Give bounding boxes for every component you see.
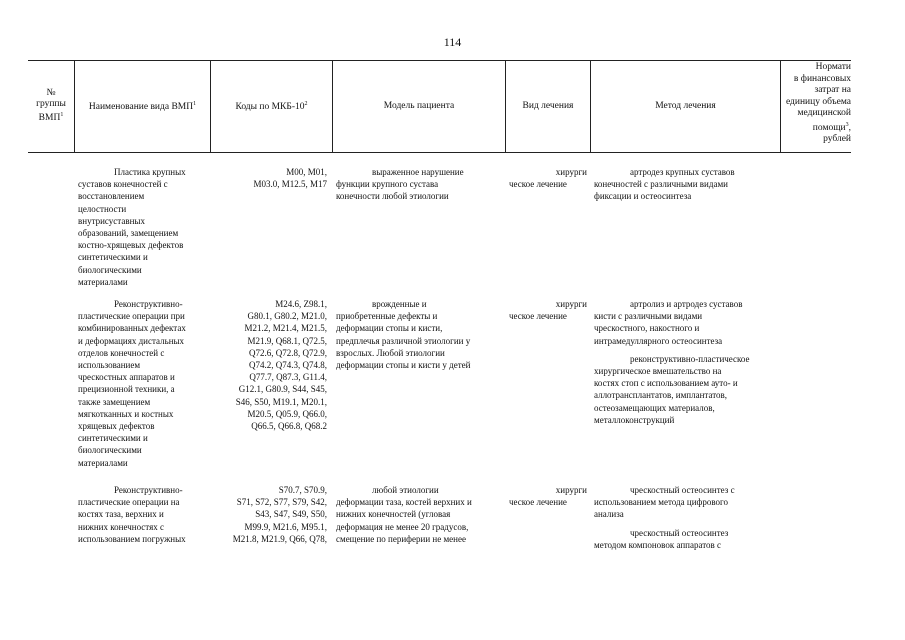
row2-treatment: хирурги ческое лечение	[509, 299, 587, 322]
row1-model: выраженное нарушение функции крупного сустава конечности любой этиологии	[336, 167, 464, 202]
header-codes: Коды по МКБ-$10^2$	[235, 100, 308, 113]
row2-codes: M24.6, Z98.1, G80.1, G80.2, M21.0, M21.2, M21.4, M21.5, M21.9, Q68.1, Q72.5, Q72.6, Q72.8, Q72.9, Q74.2, Q74.3, Q74.8, Q77.7, Q87.3, G11.4, G12.1, G80.9, S44, S45, S46, S50, M19.1, M20.1, M20.5, Q05.9, Q66.0, Q66.5, Q66.8, Q68.2	[235, 299, 327, 432]
page-number: 114	[443, 35, 462, 49]
header-method: Метод лечения	[655, 100, 716, 111]
row1-treatment: хирурги ческое лечение	[509, 167, 587, 190]
row1-codes: M00, M01, M03.0, M12.5, M17	[253, 167, 327, 190]
row1-method: артродез крупных суставов конечностей с различными видами фиксации и остеосинтеза	[594, 167, 735, 202]
row2-model: врожденные и приобретенные дефекты и деформации стопы и кисти, предплечья различной этиологии у взрослых. Любой этиологии деформации стопы и кисти у детей	[336, 299, 471, 371]
row3-name: Реконструктивно- пластические операции на костях таза, верхних и нижних конечностях с использованием погружных	[78, 485, 186, 544]
header-name: Наименование вида ВМП$^1$	[88, 100, 197, 113]
header-model: Модель пациента	[383, 100, 455, 111]
row3-treatment: хирурги ческое лечение	[509, 485, 587, 508]
header-bottom-rule	[28, 152, 851, 153]
row3-method: чрескостный остеосинтез с использованием метода цифрового анализа чрескостный остеосинтез методом компоновок аппаратов с	[594, 485, 735, 550]
row3-model: любой этиологии деформации таза, костей верхних и нижних конечностей (угловая деформация не менее 20 градусов, смещение по периферии не менее	[336, 485, 472, 544]
row2-method: артролиз и артродез суставов кисти с различными видами чрескостного, накостного и интрамедуллярного остеосинтеза реконструктивно-пластическое хирургическое вмешательство на костях стоп с использованием ауто- и аллотрансплантатов, имплантатов, остеозамещающих материалов, металлоконструкций	[594, 299, 750, 425]
row3-codes: S70.7, S70.9, S71, S72, S77, S79, S42, S43, S47, S49, S50, M99.9, M21.6, M95.1, M21.8, M21.9, Q66, Q78,	[232, 485, 327, 544]
header-group: № группы ВМП$^1$	[36, 87, 66, 124]
row1-name: Пластика крупных суставов конечностей с восстановлением целостности внутрисуставных образований, замещением костно-хрящевых дефектов синтетическими и биологическими материалами	[78, 167, 186, 287]
header-norm: Нормати в финансовых затрат на единицу объема медицинской помощи$^3$, рублей	[785, 62, 851, 145]
row2-name: Реконструктивно- пластические операции при комбинированных дефектах и деформациях дистальных отделов конечностей с использованием чрескостных аппаратов и прецизионной техники, а также замещением мягкотканных и костных хрящевых дефектов синтетическими и биологическими материалами	[78, 299, 186, 468]
header-treatment-type: Вид лечения	[522, 100, 574, 111]
